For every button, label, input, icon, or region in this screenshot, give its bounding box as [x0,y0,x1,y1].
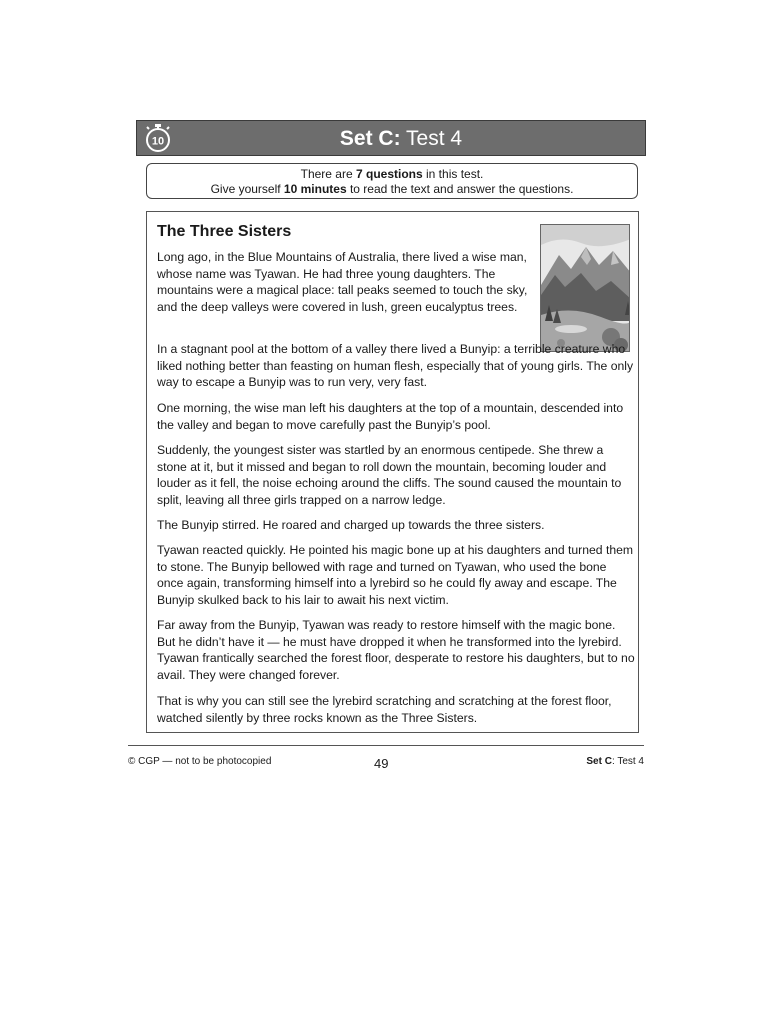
story-paragraph: Tyawan reacted quickly. He pointed his magic bone up at his daughters and turned them to stone. The Bunyip bellowed with rage and turned on Tyawan, who used the bone once again, transforming himself into a lyrebird so he could fly away and escape. The Bunyip skulked back to his lair to await his next victim. [157,543,634,607]
footer-divider [128,745,644,746]
story-paragraph: That is why you can still see the lyrebird scratching and scratching at the forest floor, watched silently by three rocks known as the Three Sisters. [157,694,612,725]
story-paragraph: Long ago, in the Blue Mountains of Australia, there lived a wise man, whose name was Tyawan. He had three young daughters. The mountains were a magical place: tall peaks seemed to touch the sky, and the deep valleys were covered in lush, green eucalyptus trees. [157,250,528,314]
mountain-illustration [540,224,630,352]
story-text-box [146,211,639,733]
test-header-bar [136,120,646,156]
instructions-line-2: Give yourself 10 minutes to read the text and answer the questions. [210,182,574,196]
instructions-box [146,163,638,199]
story-paragraph: One morning, the wise man left his daughters at the top of a mountain, descended into the valley and began to move carefully past the Bunyip’s pool. [157,401,624,432]
story-paragraph: The Bunyip stirred. He roared and charged up towards the three sisters. [157,518,545,532]
footer-test-label: Set C: Test 4 [586,756,644,767]
story-paragraph: Suddenly, the youngest sister was startled by an enormous centipede. She threw a stone at it, but it missed and began to roll down the mountain, becoming louder and louder as it fell, the noise echoing around the cliffs. The sound caused the mountain to split, leaving all three girls trapped on a narrow ledge. [157,443,622,507]
story-title: The Three Sisters [157,223,292,240]
instructions-line-1: There are 7 questions in this test. [300,167,484,181]
page-number: 49 [374,756,389,771]
copyright-notice: © CGP — not to be photocopied [128,756,272,767]
story-paragraph: In a stagnant pool at the bottom of a valley there lived a Bunyip: a terrible creature who liked nothing better than feasting on human flesh, especially that of young girls. The only way to escape a Bunyip was to run very, very fast. [157,342,634,390]
page-title: Set C: Test 4 [339,127,463,150]
timer-minutes: 10 [151,135,165,148]
story-paragraph: Far away from the Bunyip, Tyawan was ready to restore himself with the magic bone. But he didn’t have it — he must have dropped it when he transformed into the lyrebird. Tyawan frantically searched the forest floor, desperate to restore his daughters, but to no avail. They were changed forever. [157,618,635,682]
